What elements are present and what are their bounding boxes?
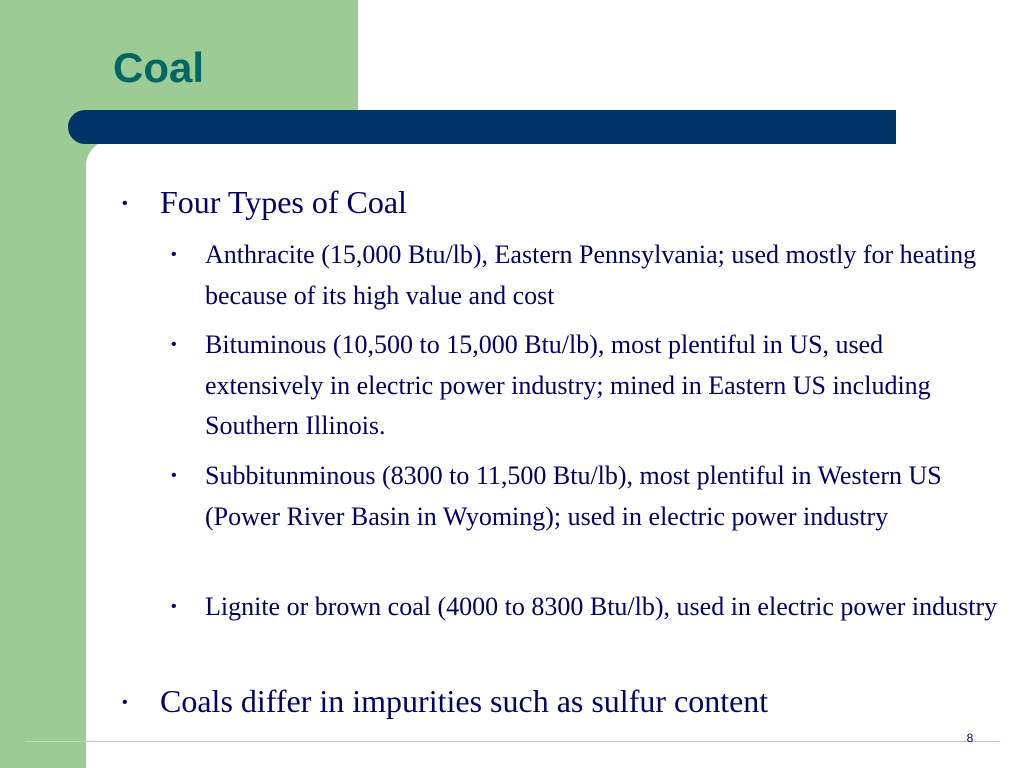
bullet-text: Lignite or brown coal (4000 to 8300 Btu/lb), used in electric power industry	[205, 592, 998, 621]
bullet-icon: •	[171, 598, 177, 615]
bullet-text: Anthracite (15,000 Btu/lb), Eastern Pennsylvania; used mostly for heating because of its high value and cost	[205, 240, 977, 310]
footer-divider-accent	[86, 741, 1000, 742]
bullet-icon: •	[171, 467, 177, 484]
bullet-icon: •	[171, 336, 177, 353]
bullet-level2-anthracite	[171, 235, 1005, 316]
bullet-text: Bituminous (10,500 to 15,000 Btu/lb), most plentiful in US, used extensively in electric power industry; mined in Eastern US including Southern Illinois.	[205, 330, 931, 440]
title-bar	[68, 110, 896, 144]
page-number: 8	[966, 731, 974, 745]
footer-divider	[26, 741, 1000, 742]
bullet-level2-lignite	[171, 587, 1005, 628]
bullet-text: Coals differ in impurities such as sulfur content	[160, 683, 769, 719]
slide-title: Coal	[113, 44, 205, 91]
bullet-icon: •	[122, 694, 128, 711]
bullet-text: Four Types of Coal	[160, 184, 407, 220]
bullet-icon: •	[122, 195, 128, 212]
bullet-level2-bituminous	[171, 325, 1005, 447]
bullet-icon: •	[171, 246, 177, 263]
bullet-level1-four-types	[122, 182, 1000, 222]
bullet-level2-subbituminous	[171, 456, 1005, 537]
bullet-text: Subbitunminous (8300 to 11,500 Btu/lb), most plentiful in Western US (Power River Basin in Wyoming); used in electric power industry	[205, 461, 942, 531]
bullet-level1-impurities	[122, 681, 1000, 721]
